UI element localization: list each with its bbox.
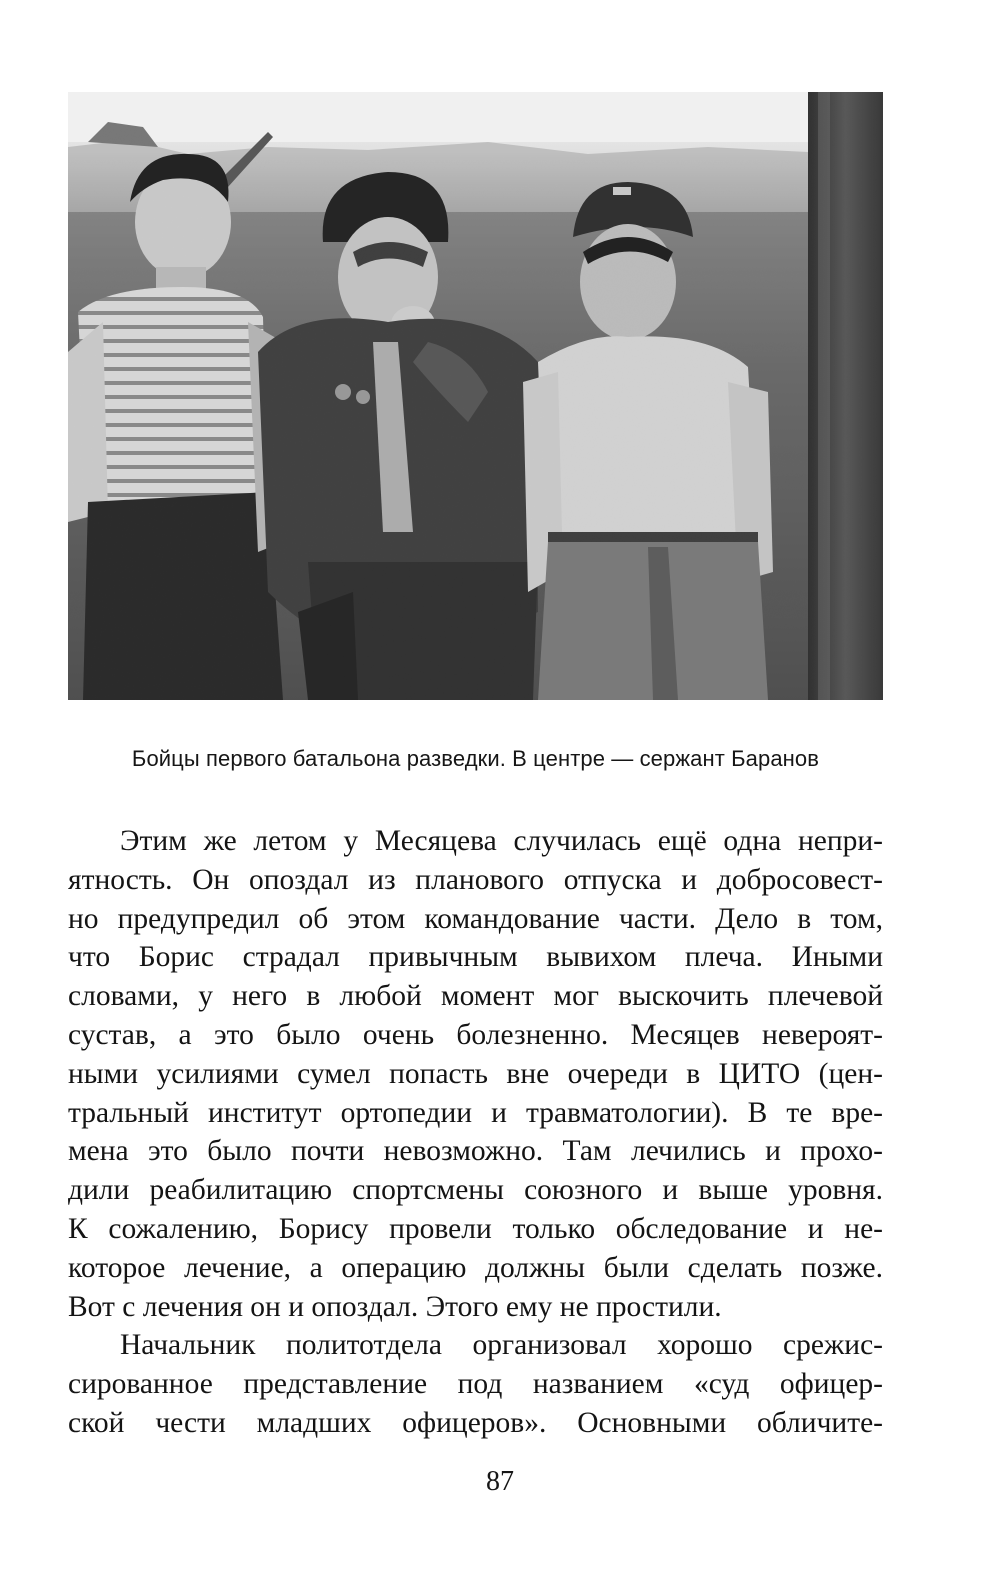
text-line: тральный институт ортопедии и травматологии). В те вре- [68, 1096, 883, 1129]
text-line: ской чести младших офицеров». Основными обличите- [68, 1406, 883, 1439]
text-line: дили реабилитацию спортсмены союзного и выше уровня. [68, 1174, 883, 1207]
text-line: К сожалению, Борису провели только обследование и не- [68, 1212, 883, 1245]
text-line: Начальник политотдела организовал хорошо срежис- [120, 1329, 883, 1362]
body-text [68, 822, 883, 1443]
archival-photo [68, 92, 883, 700]
page-number: 87 [486, 1466, 514, 1497]
text-line: которое лечение, а операцию должны были сделать позже. [68, 1251, 883, 1284]
photo-caption: Бойцы первого батальона разведки. В центре — сержант Баранов [131, 746, 820, 771]
text-line: сированное представление под названием «суд офицер- [68, 1368, 883, 1401]
text-line: что Борис страдал привычным вывихом плеча. Иными [68, 941, 883, 974]
text-line: сустав, а это было очень болезненно. Месяцев невероят- [68, 1018, 883, 1051]
text-line: ными усилиями сумел попасть вне очереди в ЦИТО (цен- [68, 1057, 883, 1090]
photo-three-soldiers-icon [68, 92, 883, 700]
text-line: Этим же летом у Месяцева случилась ещё одна непри- [120, 825, 883, 857]
text-line: но предупредил об этом командование части. Дело в том, [68, 902, 883, 935]
text-line: словами, у него в любой момент мог выскочить плечевой [68, 980, 883, 1013]
text-line: ятность. Он опоздал из планового отпуска и добросовест- [68, 863, 883, 896]
text-line: мена это было почти невозможно. Там лечились и прохо- [68, 1135, 883, 1168]
text-line: Вот с лечения он и опоздал. Этого ему не простили. [68, 1290, 722, 1323]
